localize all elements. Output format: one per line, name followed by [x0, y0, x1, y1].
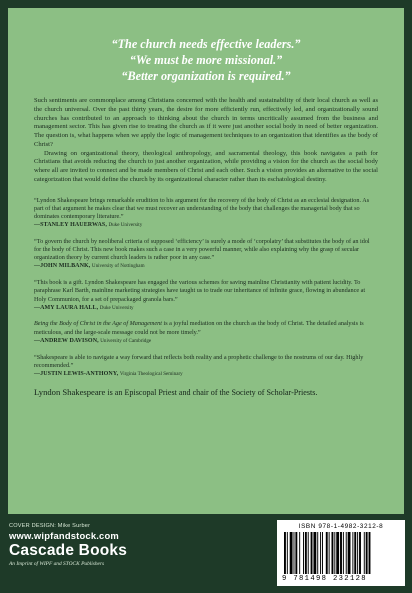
- barcode-bar: [299, 532, 300, 574]
- barcode-bar: [317, 532, 318, 574]
- barcode-bar: [346, 532, 347, 574]
- quote-line: “Better organization is required.”: [121, 69, 291, 83]
- barcode-bar: [311, 532, 313, 574]
- endorsement: [34, 197, 378, 230]
- author-bio-text: is an Episcopal Priest and chair of the Society of Scholar-Priests.: [105, 387, 318, 397]
- barcode-bar: [359, 532, 361, 574]
- endorsement-text: “Lyndon Shakespeare brings remarkable erudition to his argument for the recovery of the body of Christ as an ecclesial designation. As part of that argument he makes clear that we must recover an understanding of the body that challenges the managerial body that so dominates contemporary literature.”: [34, 196, 370, 220]
- barcode-bar: [340, 532, 342, 574]
- barcode-bar: [320, 532, 321, 574]
- isbn-number: ISBN 978-1-4982-3212-8: [298, 523, 384, 530]
- endorsement-attribution: [34, 221, 378, 229]
- barcode-bar: [364, 532, 365, 574]
- barcode-bar: [366, 532, 368, 574]
- endorser-affiliation: Virginia Theological Seminary: [119, 370, 183, 377]
- endorser-affiliation: University of Nottingham: [91, 263, 145, 270]
- barcode-bar: [326, 532, 328, 574]
- barcode-bar: [313, 532, 316, 574]
- barcode-bar: [352, 532, 353, 574]
- endorser-name: —STANLEY HAUERWAS,: [34, 222, 107, 229]
- publisher-website-link[interactable]: www.wipfandstock.com: [9, 530, 119, 541]
- barcode-bar: [332, 532, 334, 574]
- barcode-bar: [303, 532, 304, 574]
- endorsement-attribution: [34, 304, 378, 312]
- quote-line: “The church needs effective leaders.”: [111, 37, 301, 51]
- barcode-digits: 9 781498 232128: [282, 575, 367, 583]
- description-paragraph: Such sentiments are commonplace among Christians concerned with the health and sustainability of their local church as well as the church universal. Over the past thirty years, the desire for more efficiently run, effectively led, and organizationally sound churches has contributed to an approach to thinking about the church in terms uncritically assumed from the business and management sector. This has given rise to treating the church as if it were just another social body in need of better organization. The question is, what happens when we apply the logic of management techniques to an organization that identifies as the body of Christ?: [34, 97, 378, 148]
- barcode-bar: [305, 532, 307, 574]
- endorsement-text: “This book is a gift. Lyndon Shakespeare has engaged the various schemes for saving mainline Christianity with patient lucidity. To paraphrase Karl Barth, mainline marketing strategies have taught us to trade our inheritance of infinite grace, flowing in abundance at Holy Communion, for a set of prepackaged granola bars.”: [34, 279, 366, 303]
- endorser-affiliation: Duke University: [99, 304, 134, 311]
- endorser-affiliation: University of Cambridge: [100, 337, 152, 344]
- barcode-bar: [369, 532, 371, 574]
- author-bio: [34, 387, 378, 398]
- endorsement: [34, 238, 378, 271]
- publisher-logo: Cascade Books: [9, 542, 128, 559]
- endorsement-text: “Shakespeare is able to navigate a way forward that reflects both reality and a prophetic challenge to the nostrums of our day. Highly recommended.”: [34, 353, 364, 369]
- barcode-bar: [284, 532, 286, 574]
- publisher-footer: [0, 514, 412, 593]
- barcode-bar: [357, 532, 358, 574]
- barcode-bar: [343, 532, 344, 574]
- endorsement-attribution: [34, 262, 378, 270]
- endorser-name: —JOHN MILBANK,: [34, 263, 91, 270]
- isbn-barcode: [277, 520, 405, 586]
- barcode-bar: [334, 532, 335, 574]
- book-title-italic: Being the Body of Christ in the Age of Management: [34, 320, 162, 328]
- endorsement-attribution: [34, 337, 378, 345]
- endorsement: [34, 320, 378, 345]
- endorser-name: —AMY LAURA HALL,: [34, 304, 99, 311]
- barcode-bar: [295, 532, 297, 574]
- endorsement-text: “To govern the church by neoliberal criteria of supposed ‘efficiency’ is surely a mode of ‘corpolatry’ that substitutes the body of an idol for the body of Christ. This new book makes such a case in a very powerful manner, while also explaining why the grasp of secular organization theory by current church leaders is rather poor in any case.”: [34, 237, 370, 262]
- author-name: Lyndon Shakespeare: [34, 386, 106, 397]
- barcode-bar: [290, 532, 293, 574]
- endorsement: [34, 354, 378, 379]
- book-description: [34, 97, 378, 185]
- endorsement-text: [34, 320, 378, 336]
- barcode-icon: [282, 532, 400, 574]
- barcode-bar: [308, 532, 309, 574]
- barcode-bar: [354, 532, 356, 574]
- endorser-affiliation: Duke University: [108, 222, 143, 229]
- publisher-tagline: An Imprint of WIPF and STOCK Publishers: [9, 561, 105, 567]
- endorser-name: —ANDREW DAVISON,: [34, 337, 99, 344]
- barcode-bar: [294, 532, 295, 574]
- barcode-bar: [329, 532, 330, 574]
- endorsement: [34, 279, 378, 312]
- cover-design-credit: COVER DESIGN: Mike Surber: [9, 523, 91, 529]
- barcode-bar: [287, 532, 288, 574]
- endorsement-attribution: [34, 370, 378, 378]
- back-cover-panel: [8, 8, 404, 514]
- endorser-name: —JUSTIN LEWIS-ANTHONY,: [34, 370, 119, 377]
- quote-line: “We must be more missional.”: [129, 53, 283, 67]
- headline-quotes: [34, 36, 378, 84]
- barcode-bar: [348, 532, 351, 574]
- description-paragraph: Drawing on organizational theory, theological anthropology, and sacramental theology, this book navigates a path for Christians that avoids reducing the church to just another organization, while providing a vision for the church as the social body where all are invited to connect and be made members of Christ and each other. Such a vision provides an alternative to the social categorization that would define the church by its organizational character rather than its eschatological destiny.: [34, 149, 378, 183]
- endorsement-text-rest: is a joyful mediation on the church as the body of Christ. The detailed analysis is meticulous, and the large-scale message could not be more timely.”: [34, 320, 364, 336]
- barcode-bar: [336, 532, 339, 574]
- barcode-bar: [322, 532, 323, 574]
